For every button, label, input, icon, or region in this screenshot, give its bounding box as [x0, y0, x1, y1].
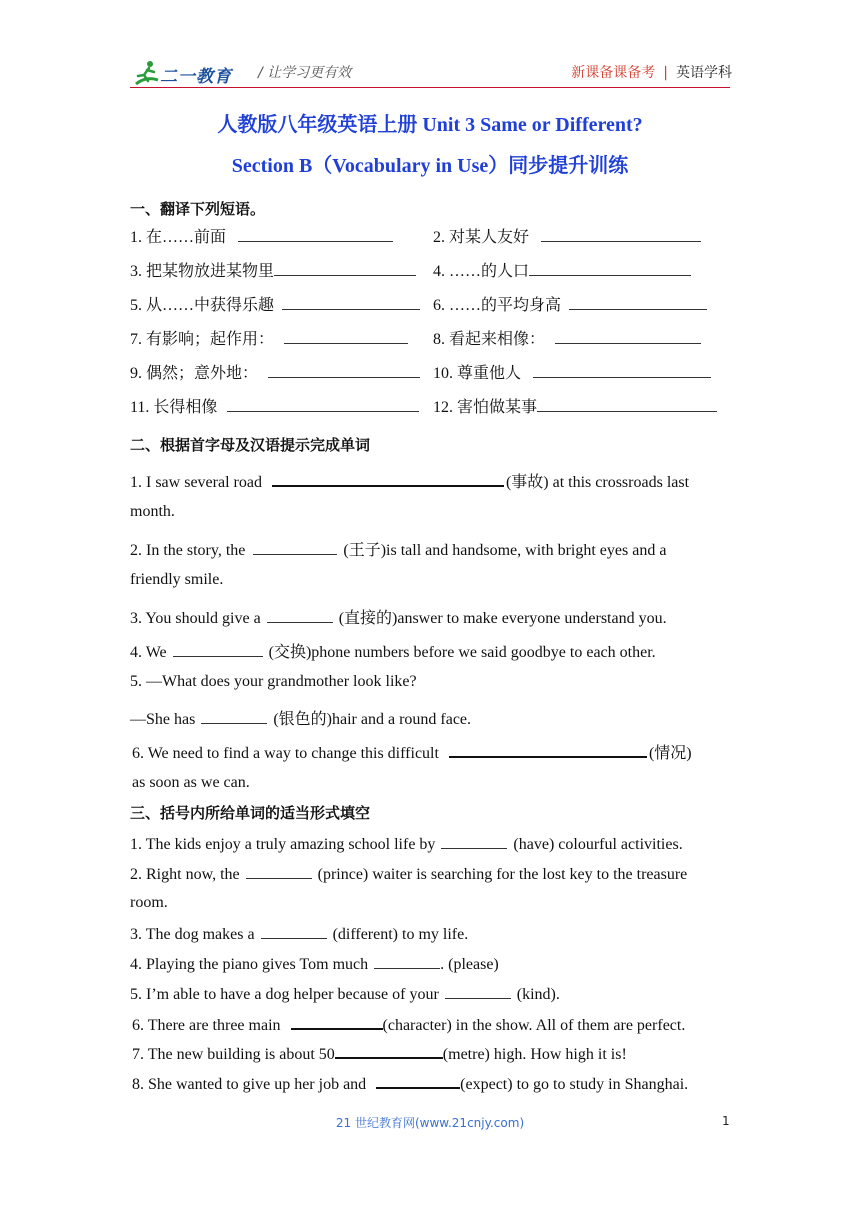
question-row: [130, 924, 468, 944]
answer-blank[interactable]: [253, 540, 337, 555]
phrase-label: 10. 尊重他人: [433, 365, 522, 382]
answer-blank[interactable]: [376, 1073, 460, 1089]
phrase-label: 3. 把某物放进某物里: [130, 263, 275, 280]
phrase-label: 1. 在……前面: [130, 229, 227, 246]
header-tag-left: 新课备课备考: [571, 65, 656, 81]
phrase-item: [433, 292, 711, 315]
header-rule: [130, 87, 730, 88]
question-row: [130, 605, 667, 628]
question-row: [132, 740, 692, 763]
question-row: [130, 639, 656, 662]
phrase-item: [130, 360, 424, 383]
question-text: (情况): [648, 745, 692, 762]
question-row: [130, 469, 732, 492]
question-text: (character) in the show. All of them are perfect.: [382, 1017, 686, 1034]
header-right: [571, 62, 732, 82]
question-row: [130, 984, 560, 1004]
question-row: [132, 1014, 685, 1035]
question-row: [130, 706, 471, 729]
question-text: 4. We: [130, 644, 167, 661]
phrase-label: 6. ……的平均身高: [433, 297, 562, 314]
answer-blank[interactable]: [441, 834, 507, 849]
phrase-item: [433, 258, 695, 281]
question-row: [130, 537, 666, 560]
header-separator: |: [663, 65, 668, 81]
phrase-item: [130, 394, 423, 417]
slogan: / 让学习更有效: [258, 65, 352, 81]
phrase-label: 4. ……的人口: [433, 263, 530, 280]
question-text: (prince) waiter is searching for the lost key to the treasure: [317, 866, 688, 883]
question-text: 1. The kids enjoy a truly amazing school life by: [130, 836, 436, 853]
answer-blank[interactable]: [291, 1014, 383, 1030]
phrase-item: [433, 360, 715, 383]
question-text: (kind).: [516, 986, 560, 1003]
answer-blank[interactable]: [284, 329, 408, 344]
phrase-label: 2. 对某人友好: [433, 229, 530, 246]
question-text: 5. I’m able to have a dog helper because of your: [130, 986, 439, 1003]
question-text: friendly smile.: [130, 571, 224, 588]
phrase-label: 11. 长得相像: [130, 399, 218, 416]
answer-blank[interactable]: [261, 924, 327, 939]
answer-blank[interactable]: [533, 363, 711, 378]
answer-blank[interactable]: [569, 295, 707, 310]
question-text: 2. Right now, the: [130, 866, 240, 883]
question-text: 8. She wanted to give up her job and: [132, 1076, 367, 1093]
question-row: [130, 834, 683, 854]
answer-blank[interactable]: [268, 363, 420, 378]
question-row: [132, 1043, 627, 1064]
question-text: (expect) to go to study in Shanghai.: [460, 1076, 689, 1093]
question-text: room.: [130, 894, 168, 911]
answer-blank[interactable]: [238, 227, 393, 242]
logo: [132, 58, 242, 88]
question-text: —She has: [130, 711, 196, 728]
answer-blank[interactable]: [227, 397, 419, 412]
section-2-heading: 二、根据首字母及汉语提示完成单词: [130, 436, 371, 454]
question-row: [132, 1073, 688, 1094]
runner-logo-icon: [132, 58, 162, 88]
question-text: (different) to my life.: [332, 926, 469, 943]
logo-text: 二一教育: [160, 67, 232, 87]
question-text: 6. We need to find a way to change this difficult: [132, 745, 439, 762]
answer-blank[interactable]: [445, 984, 511, 999]
question-text: 5. —What does your grandmother look like?: [130, 673, 417, 690]
phrase-item: [130, 258, 420, 281]
question-text: 1. I saw several road: [130, 474, 262, 491]
phrase-item: [433, 326, 705, 349]
question-text: 6. There are three main: [132, 1017, 281, 1034]
question-text: (metre) high. How high it is!: [442, 1046, 627, 1063]
question-text: as soon as we can.: [132, 774, 250, 791]
phrase-label: 7. 有影响；起作用：: [130, 331, 275, 348]
page-title: 人教版八年级英语上册 Unit 3 Same or Different?: [217, 114, 643, 136]
question-text: 4. Playing the piano gives Tom much: [130, 956, 369, 973]
phrase-label: 5. 从……中获得乐趣: [130, 297, 275, 314]
phrase-item: [433, 394, 721, 417]
section-3-heading: 三、括号内所给单词的适当形式填空: [130, 804, 371, 822]
question-text: 3. You should give a: [130, 610, 261, 627]
answer-blank[interactable]: [282, 295, 420, 310]
answer-blank[interactable]: [555, 329, 701, 344]
phrase-item: [433, 224, 705, 247]
answer-blank[interactable]: [173, 642, 263, 657]
phrase-label: 8. 看起来相像：: [433, 331, 546, 348]
question-text: (交换)phone numbers before we said goodbye to each other.: [268, 644, 656, 661]
question-text: (直接的)answer to make everyone understand you.: [338, 610, 667, 627]
footer-source: 21 世纪教育网(www.21cnjy.com): [335, 1116, 525, 1130]
phrase-item: [130, 292, 424, 315]
answer-blank[interactable]: [374, 954, 440, 969]
answer-blank[interactable]: [541, 227, 701, 242]
question-text: 2. In the story, the: [130, 542, 246, 559]
question-row: [130, 864, 687, 884]
page-subtitle: Section B（Vocabulary in Use）同步提升训练: [231, 155, 629, 177]
answer-blank[interactable]: [449, 742, 647, 758]
answer-blank[interactable]: [529, 261, 691, 276]
answer-blank[interactable]: [246, 864, 312, 879]
question-text: . (please): [440, 956, 499, 973]
phrase-item: [130, 224, 397, 247]
answer-blank[interactable]: [267, 608, 333, 623]
answer-blank[interactable]: [201, 709, 267, 724]
section-1-heading: 一、翻译下列短语。: [130, 200, 266, 218]
question-text: 3. The dog makes a: [130, 926, 255, 943]
question-text: 7. The new building is about 50: [132, 1046, 335, 1063]
answer-blank[interactable]: [274, 261, 416, 276]
question-text: month.: [130, 503, 175, 520]
question-text: (银色的)hair and a round face.: [273, 711, 472, 728]
answer-blank[interactable]: [272, 471, 504, 487]
page-number: 1: [722, 1114, 730, 1128]
question-text: (have) colourful activities.: [513, 836, 683, 853]
answer-blank[interactable]: [335, 1043, 443, 1059]
answer-blank[interactable]: [537, 397, 717, 412]
phrase-label: 9. 偶然；意外地：: [130, 365, 259, 382]
question-text: (王子)is tall and handsome, with bright eyes and a: [343, 542, 667, 559]
phrase-label: 12. 害怕做某事: [433, 399, 538, 416]
question-text: (事故) at this crossroads last: [505, 474, 690, 491]
question-row: [130, 954, 499, 974]
header-tag-right: 英语学科: [676, 65, 732, 81]
phrase-item: [130, 326, 412, 349]
